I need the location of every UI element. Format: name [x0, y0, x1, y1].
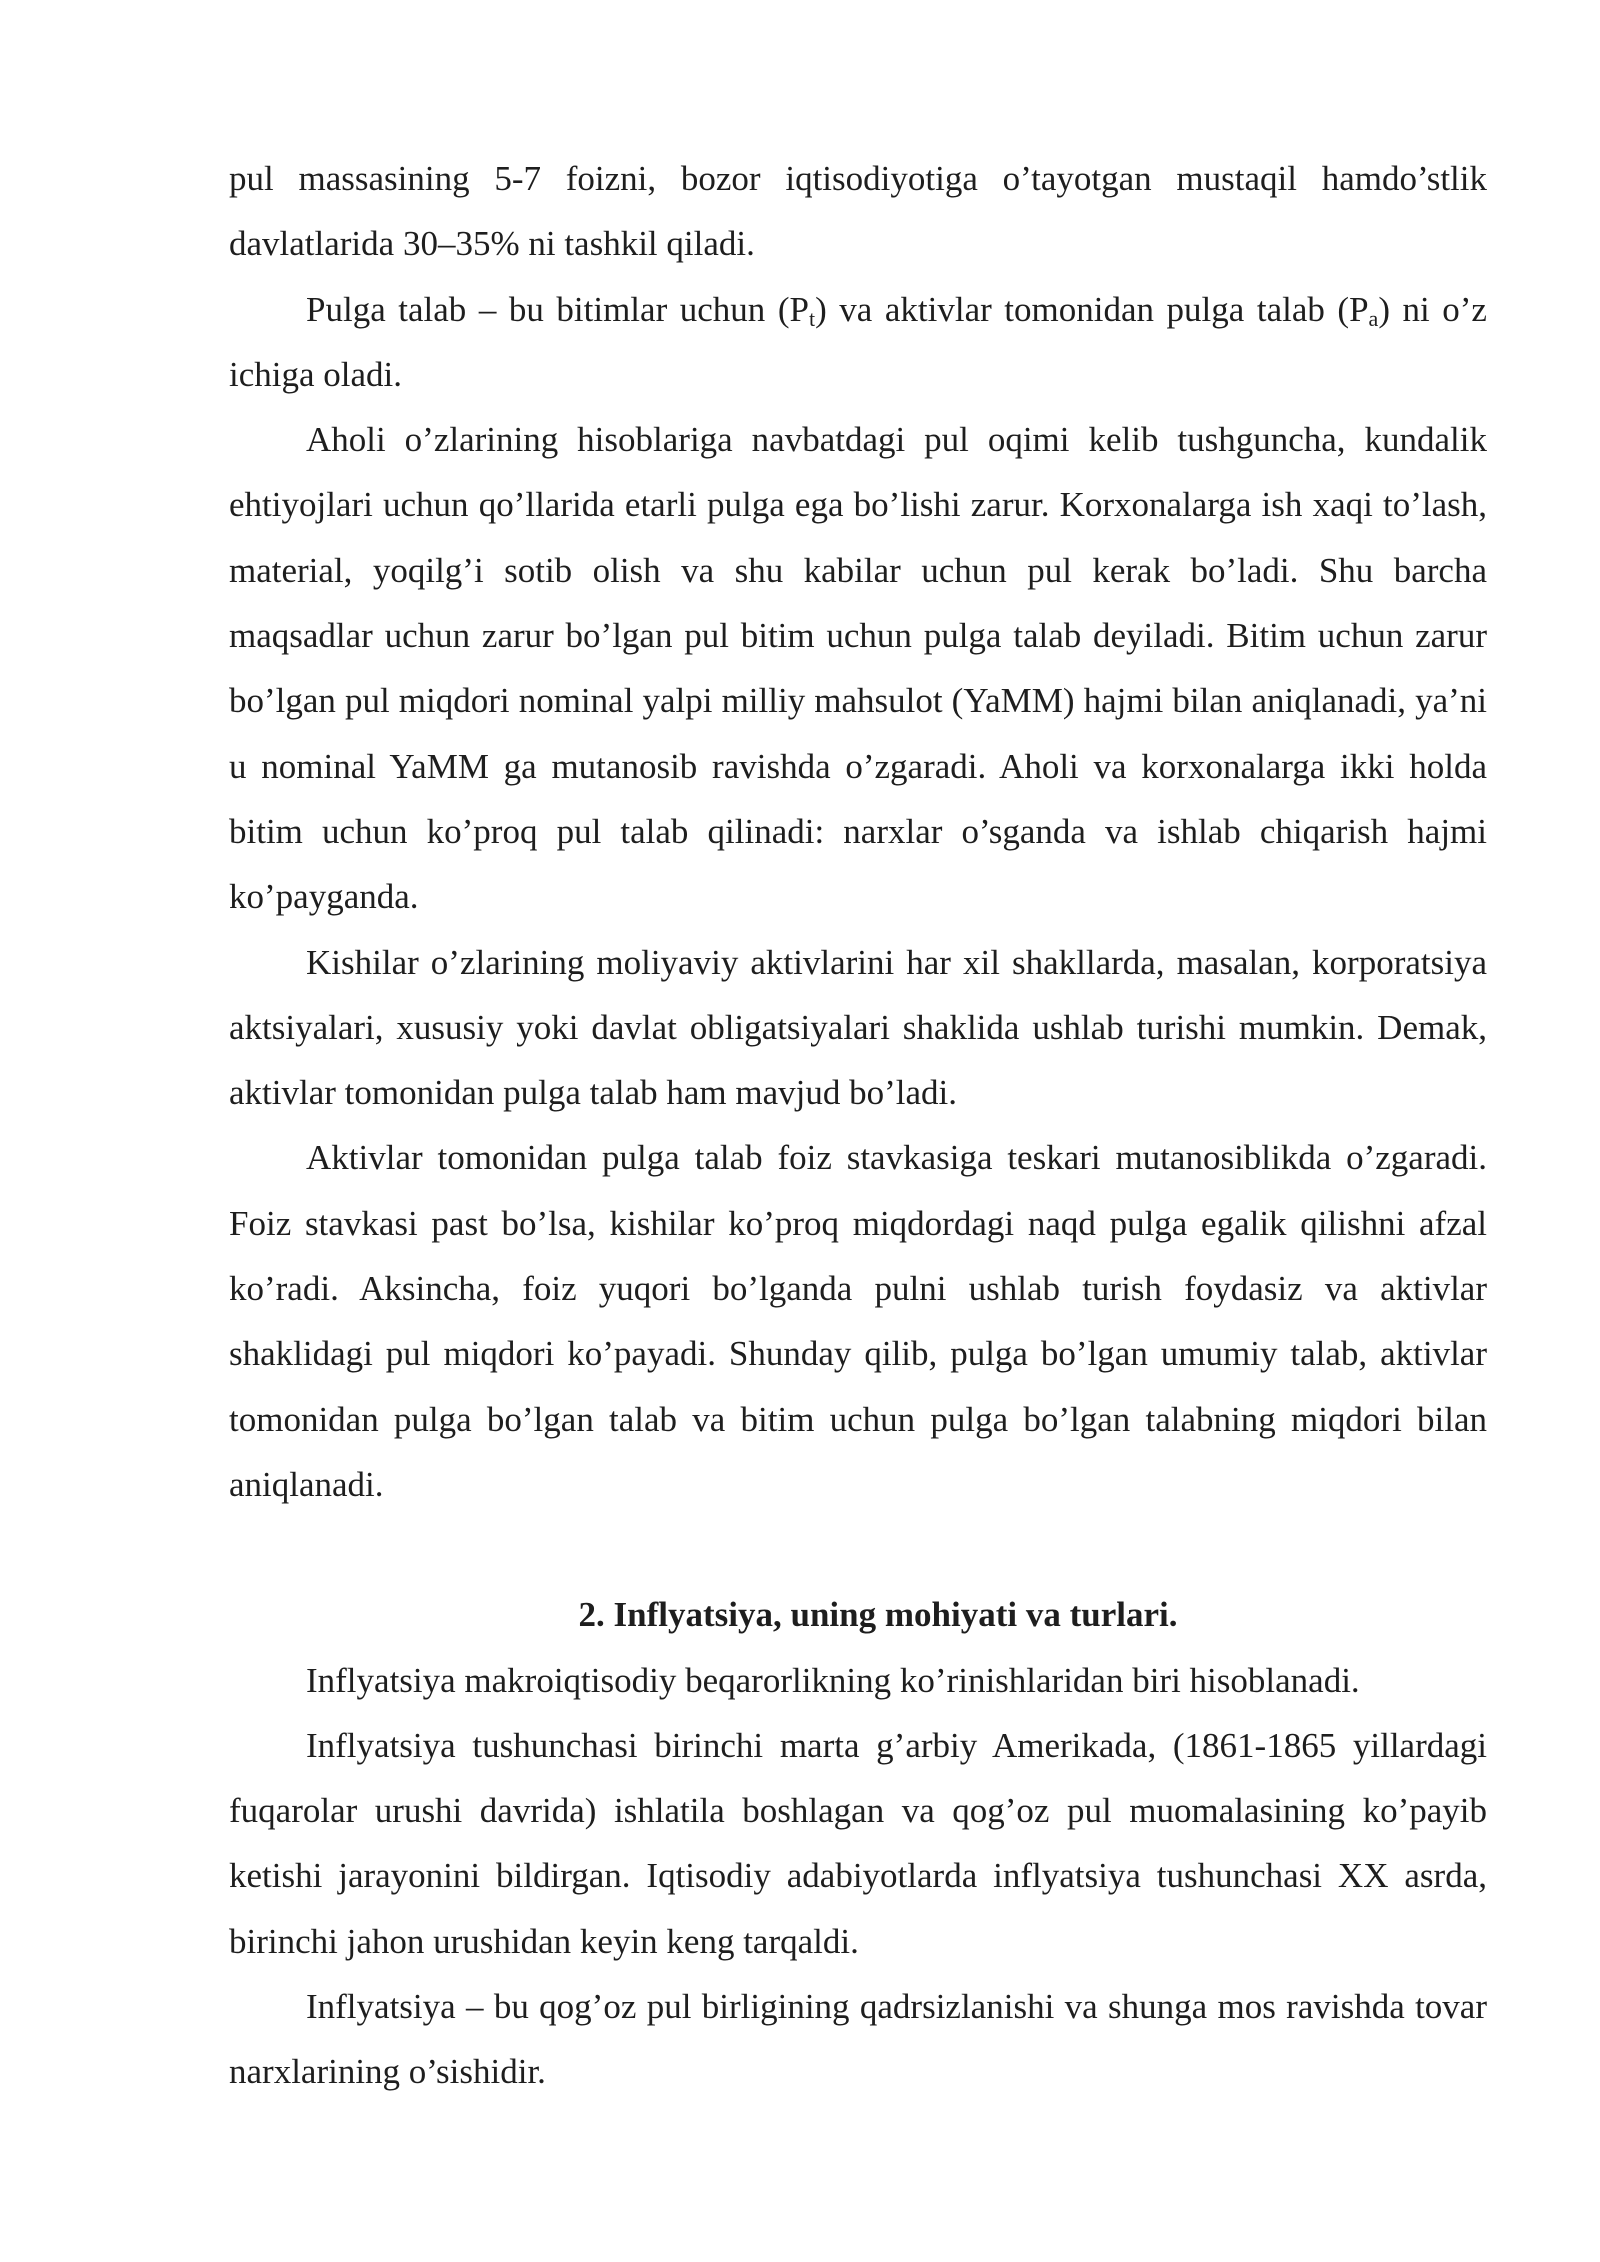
paragraph-inflation-intro: Inflyatsiya makroiqtisodiy beqarorlikning ko’rinishlaridan biri hisoblanadi.	[306, 1660, 1360, 1700]
paragraph-demand-text-a: Pulga talab – bu bitimlar uchun (P	[306, 289, 809, 329]
subscript-t: t	[808, 305, 816, 331]
paragraph-demand-text-b: ) va aktivlar tomonidan pulga talab (P	[815, 289, 1369, 329]
paragraph-transaction-demand: Aholi o’zlarining hisoblariga navbatdagi pul oqimi kelib tushguncha, kundalik ehtiyojlari uchun qo’llarida etarli pulga ega bo’lishi zarur. Korxonalarga ish xaqi to’lash, material, yoqilg’i sotib olish va shu kabilar uchun pul kerak bo’ladi. Shu barcha maqsadlar uchun zarur bo’lgan pul bitim uchun pulga talab deyiladi. Bitim uchun zarur bo’lgan pul miqdori nominal yalpi milliy mahsulot (YaMM) hajmi bilan aniqlanadi, ya’ni u nominal YaMM ga mutanosib ravishda o’zgaradi. Aholi va korxonalarga ikki holda bitim uchun ko’proq pul talab qilinadi: narxlar o’sganda va ishlab chiqarish hajmi ko’payganda.	[229, 420, 1487, 917]
section-heading: 2. Inflyatsiya, uning mohiyati va turlari.	[578, 1595, 1178, 1635]
paragraph-asset-demand: Aktivlar tomonidan pulga talab foiz stavkasiga teskari mutanosiblikda o’zgaradi. Foiz stavkasi past bo’lsa, kishilar ko’proq miqdordagi naqd pulga egalik qilishni afzal ko’radi. Aksincha, foiz yuqori bo’lganda pulni ushlab turish foydasiz va aktivlar shaklidagi pul miqdori ko’payadi. Shunday qilib, pulga bo’lgan umumiy talab, aktivlar tomonidan pulga bo’lgan talab va bitim uchun pulga bo’lgan talabning miqdori bilan aniqlanadi.	[229, 1138, 1487, 1504]
paragraph-inflation-definition: Inflyatsiya – bu qog’oz pul birligining qadrsizlanishi va shunga mos ravishda tovar narxlarining o’sishidir.	[229, 1987, 1487, 2092]
paragraph-inflation-history: Inflyatsiya tushunchasi birinchi marta g’arbiy Amerikada, (1861-1865 yillardagi fuqarolar urushi davrida) ishlatila boshlagan va qog’oz pul muomalasining ko’payib ketishi jarayonini bildirgan. Iqtisodiy adabiyotlarda inflyatsiya tushunchasi XX asrda, birinchi jahon urushidan keyin keng tarqaldi.	[229, 1725, 1487, 1961]
paragraph-money-mass: pul massasining 5-7 foizni, bozor iqtisodiyotiga o’tayotgan mustaqil hamdo’stlik davlatlarida 30–35% ni tashkil qiladi.	[229, 159, 1487, 264]
paragraph-demand-definition	[229, 277, 1487, 408]
paragraph-financial-assets: Kishilar o’zlarining moliyaviy aktivlarini har xil shakllarda, masalan, korporatsiya aktsiyalari, xususiy yoki davlat obligatsiyalari shaklida ushlab turishi mumkin. Demak, aktivlar tomonidan pulga talab ham mavjud bo’ladi.	[229, 942, 1487, 1113]
subscript-a: a	[1368, 305, 1379, 331]
document-body	[229, 146, 1487, 2105]
paragraph-demand-text-c: ) ni o’z ichiga oladi.	[229, 289, 1487, 394]
